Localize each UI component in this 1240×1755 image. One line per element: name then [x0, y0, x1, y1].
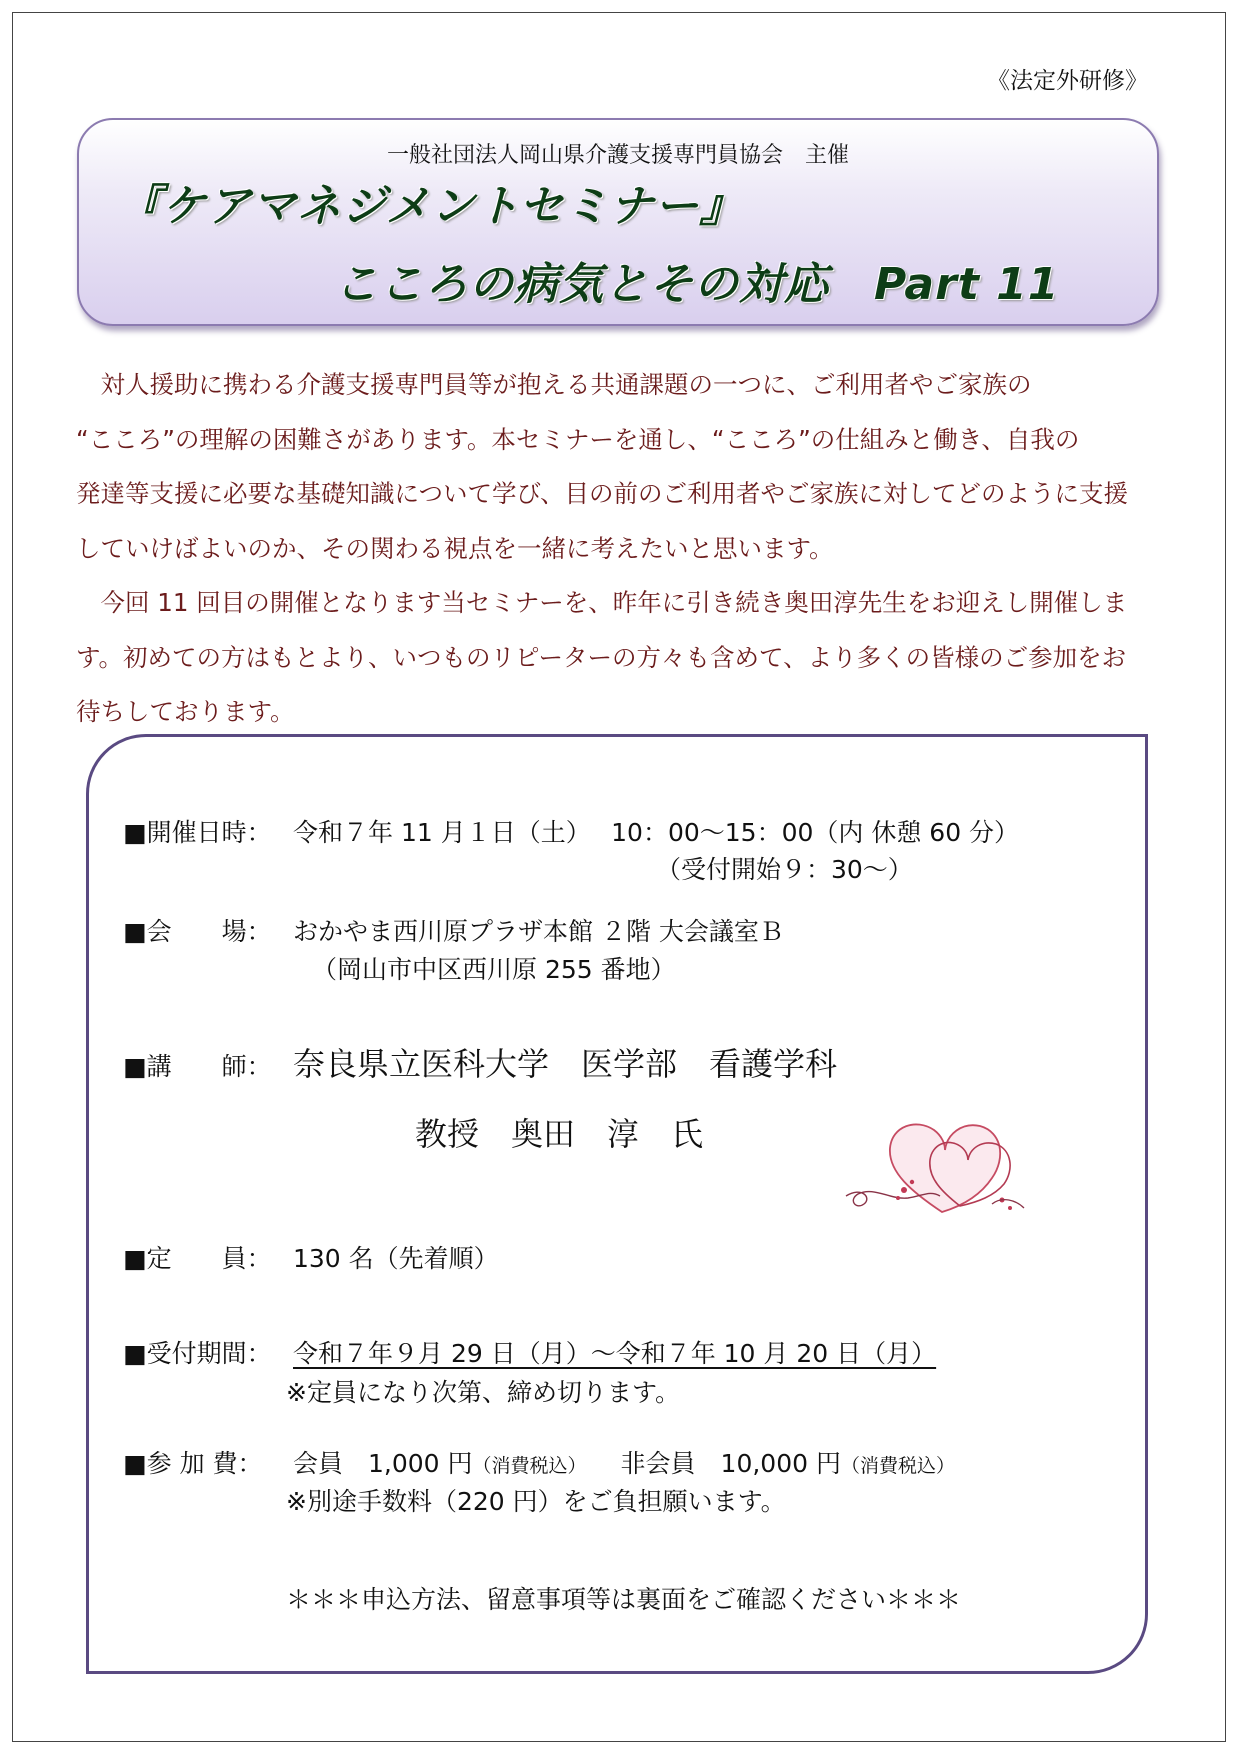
fee-label: ■参 加 費： — [123, 1449, 263, 1478]
reception-start: （受付開始９：30〜） — [656, 855, 913, 884]
intro-line: していけばよいのか、その関わる視点を一緒に考えたいと思います。 — [76, 533, 834, 563]
seminar-subtitle: こころの病気とその対応 Part 11 — [334, 259, 1060, 310]
capacity-label: ■定 員： — [123, 1244, 272, 1273]
venue-row — [123, 912, 784, 948]
date-value: 令和７年 11 月１日（土） 10：00〜15：00（内 休憩 60 分） — [293, 818, 1020, 847]
intro-line: す。初めての方はもとより、いつものリピーターの方々も含めて、より多くの皆様のご参加をお — [76, 642, 1127, 672]
intro-text — [76, 358, 1170, 740]
training-type-tag: 《法定外研修》 — [987, 68, 1148, 94]
fee-member: 会員 1,000 円 — [293, 1449, 473, 1478]
date-row — [123, 813, 1019, 849]
lecturer-label: ■講 師： — [123, 1052, 272, 1081]
lecturer-affiliation: 奈良県立医科大学 医学部 看護学科 — [293, 1045, 838, 1083]
capacity-value: 130 名（先着順） — [293, 1244, 499, 1273]
period-row — [123, 1334, 936, 1370]
lecturer-name: 教授 奥田 淳 氏 — [415, 1115, 704, 1153]
period-value: 令和７年９月 29 日（月）〜令和７年 10 月 20 日（月） — [293, 1339, 937, 1368]
intro-line: “こころ”の理解の困難さがあります。本セミナーを通し、“こころ”の仕組みと働き、自我の — [76, 424, 1080, 454]
intro-line: 待ちしております。 — [76, 697, 295, 726]
fee-nonmember-tax: （消費税込） — [840, 1455, 955, 1477]
fee-nonmember: 非会員 10,000 円 — [620, 1449, 841, 1478]
capacity-row — [123, 1239, 499, 1275]
intro-line: 今回 11 回目の開催となります当セミナーを、昨年に引き続き奥田淳先生をお迎えし開催しま — [76, 588, 1128, 617]
back-side-note: ＊＊＊申込方法、留意事項等は裏面をご確認ください＊＊＊ — [286, 1585, 962, 1614]
hearts-icon — [842, 1100, 1032, 1230]
intro-line: 発達等支援に必要な基礎知識について学び、目の前のご利用者やご家族に対してどのように支援 — [76, 479, 1129, 508]
venue-label: ■会 場： — [123, 917, 272, 946]
title-banner — [77, 118, 1159, 326]
venue-address: （岡山市中区西川原 255 番地） — [312, 955, 676, 984]
fee-note: ※別途手数料（220 円）をご負担願います。 — [286, 1487, 786, 1516]
fee-member-tax: （消費税込） — [472, 1455, 587, 1477]
seminar-title: 『ケアマネジメントセミナー』 — [117, 181, 745, 232]
date-label: ■開催日時： — [123, 818, 272, 847]
venue-value: おかやま西川原プラザ本館 ２階 大会議室Ｂ — [293, 917, 784, 946]
period-label: ■受付期間： — [123, 1339, 272, 1368]
period-note: ※定員になり次第、締め切ります。 — [286, 1378, 680, 1407]
intro-line: 対人援助に携わる介護支援専門員等が抱える共通課題の一つに、ご利用者やご家族の — [76, 370, 1032, 399]
lecturer-row — [123, 1039, 837, 1085]
fee-row — [123, 1444, 955, 1480]
organizer: 一般社団法人岡山県介護支援専門員協会 主催 — [386, 143, 849, 168]
